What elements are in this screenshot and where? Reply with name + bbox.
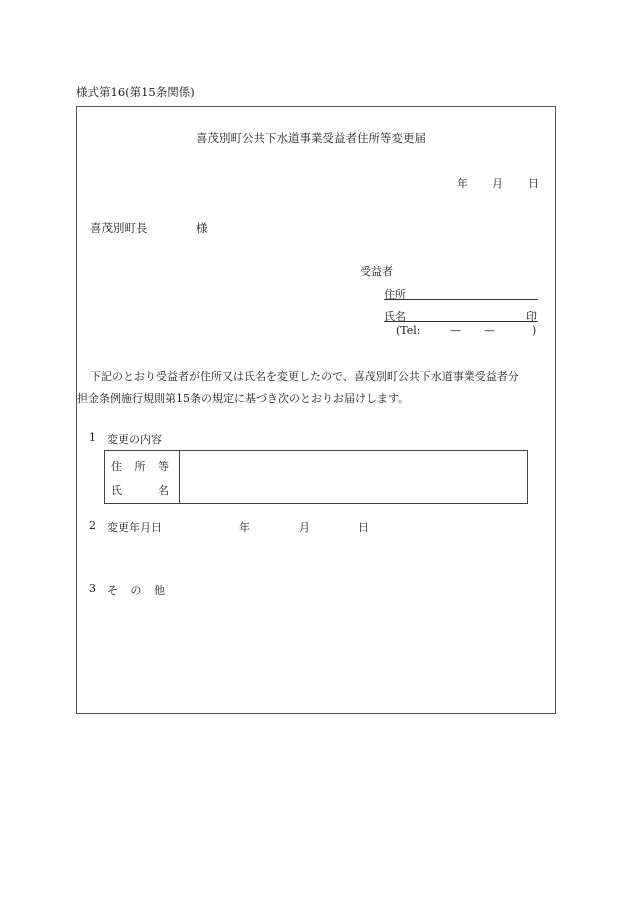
date-day: 日 <box>528 177 539 190</box>
change-date-month: 月 <box>299 521 310 534</box>
row-label-address-char: 等 <box>158 460 169 473</box>
section-3-heading-char: 他 <box>154 584 165 597</box>
section-2-number: 2 <box>89 519 96 532</box>
section-3-heading-char: そ <box>107 584 118 597</box>
address-underline <box>384 299 538 300</box>
row-label-name <box>111 482 169 498</box>
change-content-table <box>104 450 528 504</box>
row-label-name-char: 氏 <box>111 484 122 497</box>
row-label-address-char: 住 <box>111 460 122 473</box>
body-line-2: 担金条例施行規則第15条の規定に基づき次のとおりお届けします。 <box>77 392 410 405</box>
row-label-name-char: 名 <box>158 484 169 497</box>
name-underline <box>384 321 538 322</box>
section-2-heading: 変更年月日 <box>107 521 162 534</box>
date-month: 月 <box>492 177 503 190</box>
row-label-address <box>111 458 169 474</box>
addressee-name: 喜茂別町長 <box>90 221 148 235</box>
change-date-day: 日 <box>358 521 369 534</box>
row-label-address-char: 所 <box>134 460 146 473</box>
seal-mark: 印 <box>526 310 537 323</box>
beneficiary-label: 受益者 <box>360 265 393 278</box>
tel-open: (Tel: <box>396 324 421 337</box>
name-label: 氏名 <box>384 310 406 323</box>
form-number: 様式第16(第15条関係) <box>76 85 195 99</box>
table-divider <box>179 451 180 503</box>
form-title: 喜茂別町公共下水道事業受益者住所等変更届 <box>196 131 426 145</box>
section-3-number: 3 <box>89 582 96 595</box>
form-frame <box>76 106 556 714</box>
section-1-number: 1 <box>89 431 96 444</box>
section-1-heading: 変更の内容 <box>107 433 162 446</box>
addressee-honorific: 様 <box>196 221 208 235</box>
change-date-year: 年 <box>239 521 250 534</box>
tel-separator-1: — <box>450 324 461 337</box>
tel-separator-2: — <box>484 324 495 337</box>
section-3-heading <box>107 582 165 598</box>
address-label: 住所 <box>384 288 406 301</box>
tel-close: ) <box>532 324 537 337</box>
body-line-1: 下記のとおり受益者が住所又は氏名を変更したので、喜茂別町公共下水道事業受益者分 <box>90 370 519 383</box>
section-3-heading-char: の <box>130 584 142 597</box>
date-year: 年 <box>457 177 468 190</box>
